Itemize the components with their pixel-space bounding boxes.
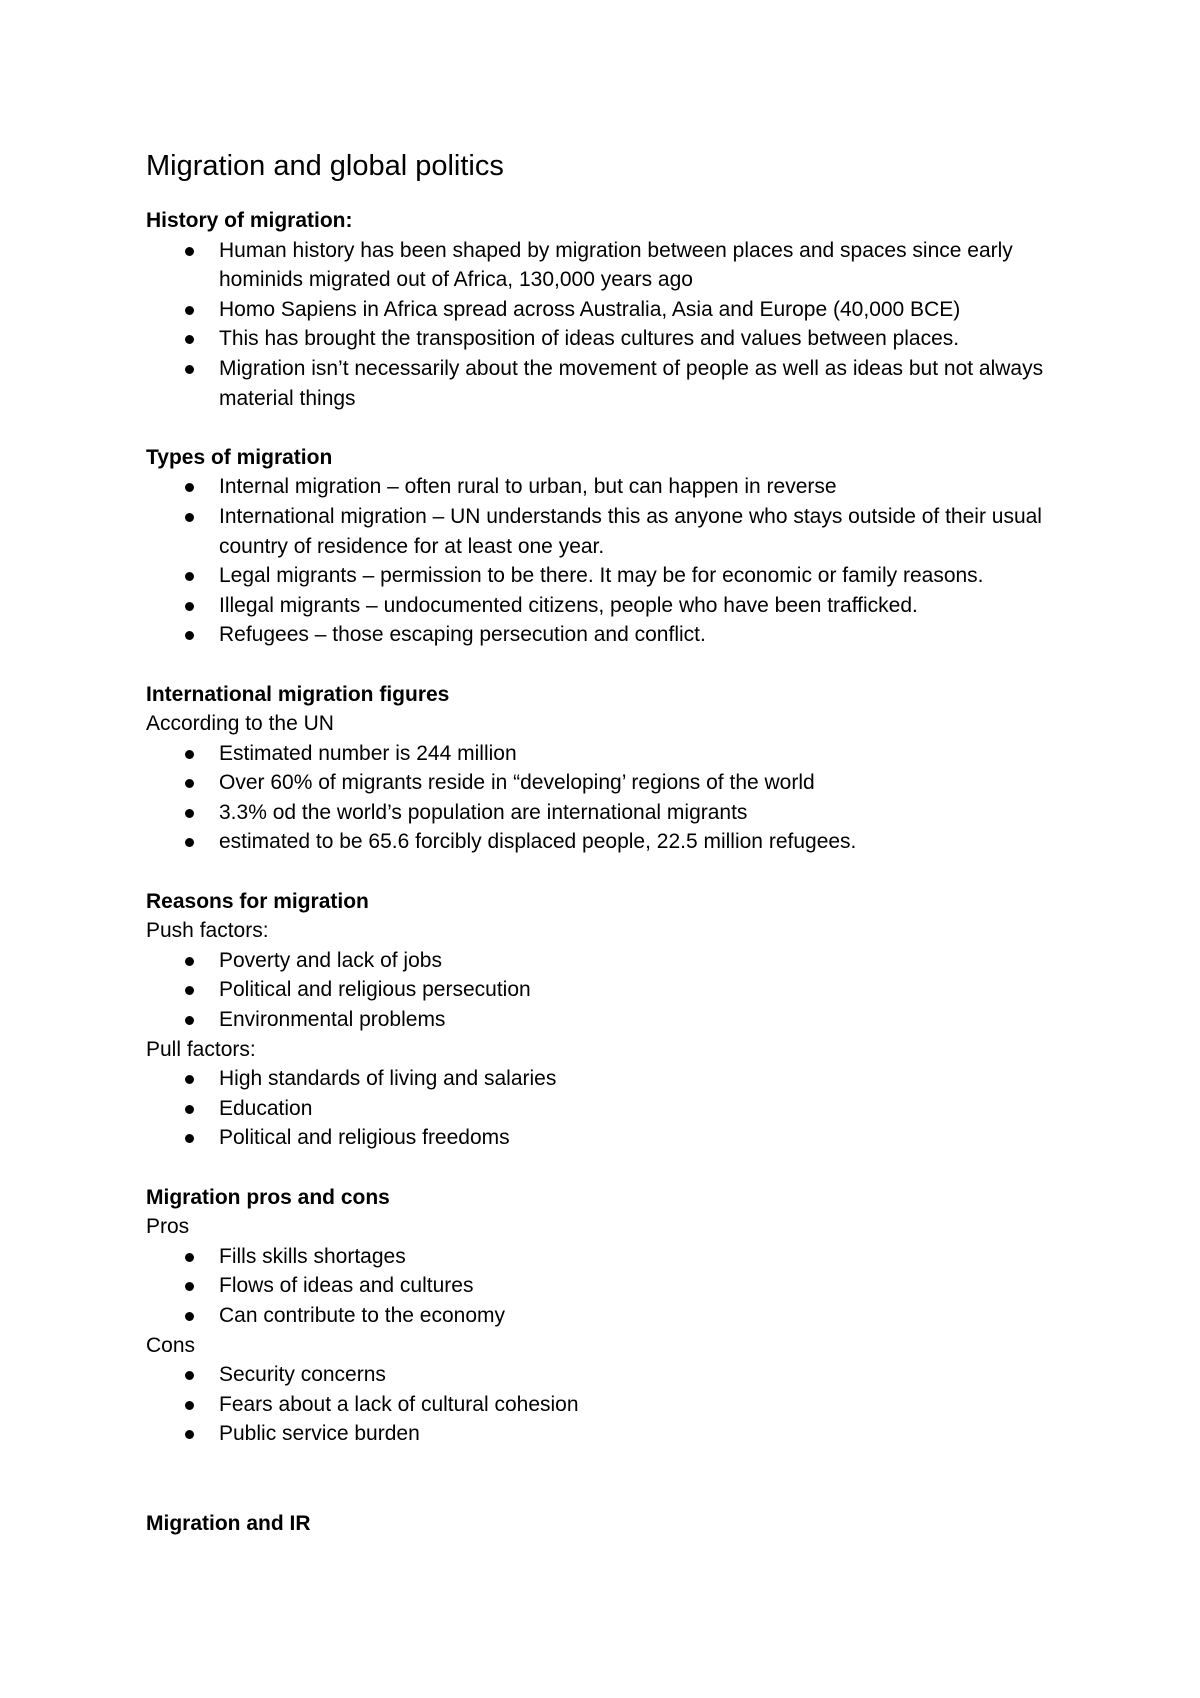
bullet-icon [185,513,194,522]
pull-factors-label: Pull factors: [146,1037,256,1061]
bullet-icon [185,306,194,315]
bullet-list-pull [146,1064,1066,1153]
list-item-text: Migration isn’t necessarily about the movement of people as well as ideas but not always material things [219,356,1044,410]
list-item [146,620,1066,650]
list-item-text: Homo Sapiens in Africa spread across Australia, Asia and Europe (40,000 BCE) [219,297,961,321]
list-item [146,561,1066,591]
list-item [146,1419,1066,1449]
list-item-text: Internal migration – often rural to urban, but can happen in reverse [219,475,837,499]
list-item-text: Legal migrants – permission to be there. It may be for economic or family reasons. [219,564,984,588]
list-item [146,975,1066,1005]
spacer [146,413,1066,443]
list-item [146,946,1066,976]
list-item-text: International migration – UN understands this as anyone who stays outside of their usual country of residence for at least one year. [219,504,1042,558]
list-item [146,768,1066,798]
bullet-icon [185,838,194,847]
list-item-text: Illegal migrants – undocumented citizens, people who have been trafficked. [219,593,918,617]
bullet-icon [185,1016,194,1025]
list-item [146,324,1066,354]
list-item-text: Can contribute to the economy [219,1303,506,1327]
bullet-icon [185,1105,194,1114]
list-item [146,295,1066,325]
list-item [146,1094,1066,1124]
section-heading-ir: Migration and IR [146,1511,311,1535]
list-item [146,1242,1066,1272]
bullet-list-types [146,472,1066,650]
bullet-icon [185,1401,194,1410]
section-heading-reasons: Reasons for migration [146,889,369,913]
bullet-icon [185,335,194,344]
list-item [146,1064,1066,1094]
list-item-text: Human history has been shaped by migration between places and spaces since early hominids migrated out of Africa, 130,000 years ago [219,238,1013,292]
bullet-icon [185,1075,194,1084]
bullet-icon [185,750,194,759]
bullet-icon [185,1282,194,1291]
list-item-text: Political and religious persecution [219,978,531,1002]
bullet-icon [185,809,194,818]
bullet-icon [185,1312,194,1321]
pros-label: Pros [146,1215,190,1239]
list-item-text: This has brought the transposition of ideas cultures and values between places. [219,327,960,351]
bullet-icon [185,1253,194,1262]
bullet-icon [185,986,194,995]
bullet-icon [185,247,194,256]
spacer [146,650,1066,680]
push-factors-label: Push factors: [146,919,269,943]
document-body [146,146,1066,1539]
list-item-text: Education [219,1096,313,1120]
section-heading-history: History of migration: [146,209,353,232]
list-item [146,1271,1066,1301]
list-item [146,1390,1066,1420]
list-item [146,236,1066,295]
spacer [146,1449,1066,1509]
list-item [146,591,1066,621]
list-item [146,1123,1066,1153]
list-item-text: Environmental problems [219,1008,446,1032]
list-item [146,739,1066,769]
list-item-text: 3.3% od the world’s population are international migrants [219,800,748,824]
list-item [146,354,1066,413]
bullet-icon [185,1134,194,1143]
bullet-icon [185,1430,194,1439]
list-item [146,502,1066,561]
cons-label: Cons [146,1333,196,1357]
list-item-text: Poverty and lack of jobs [219,948,442,972]
bullet-icon [185,957,194,966]
bullet-icon [185,1371,194,1380]
figures-intro: According to the UN [146,712,334,736]
bullet-list-push [146,946,1066,1035]
bullet-icon [185,779,194,788]
section-heading-types: Types of migration [146,445,333,469]
list-item [146,1301,1066,1331]
section-heading-proscons: Migration pros and cons [146,1185,390,1209]
spacer [146,1153,1066,1183]
list-item-text: Over 60% of migrants reside in “developing’ regions of the world [219,771,815,795]
list-item-text: Security concerns [219,1363,386,1387]
bullet-list-history [146,236,1066,414]
bullet-list-pros [146,1242,1066,1331]
list-item-text: Estimated number is 244 million [219,741,517,765]
list-item-text: Fills skills shortages [219,1244,406,1268]
bullet-icon [185,483,194,492]
list-item [146,827,1066,857]
list-item [146,1360,1066,1390]
list-item-text: Political and religious freedoms [219,1126,510,1150]
page-title: Migration and global politics [146,150,504,182]
list-item-text: Public service burden [219,1422,420,1446]
bullet-icon [185,365,194,374]
bullet-icon [185,602,194,611]
list-item-text: estimated to be 65.6 forcibly displaced people, 22.5 million refugees. [219,830,857,854]
list-item-text: High standards of living and salaries [219,1067,557,1091]
bullet-list-figures [146,739,1066,857]
list-item [146,472,1066,502]
bullet-list-cons [146,1360,1066,1449]
list-item-text: Refugees – those escaping persecution and conflict. [219,623,706,647]
list-item [146,798,1066,828]
list-item-text: Flows of ideas and cultures [219,1274,474,1298]
bullet-icon [185,572,194,581]
list-item [146,1005,1066,1035]
section-heading-figures: International migration figures [146,682,450,706]
spacer [146,857,1066,887]
bullet-icon [185,631,194,640]
list-item-text: Fears about a lack of cultural cohesion [219,1392,579,1416]
